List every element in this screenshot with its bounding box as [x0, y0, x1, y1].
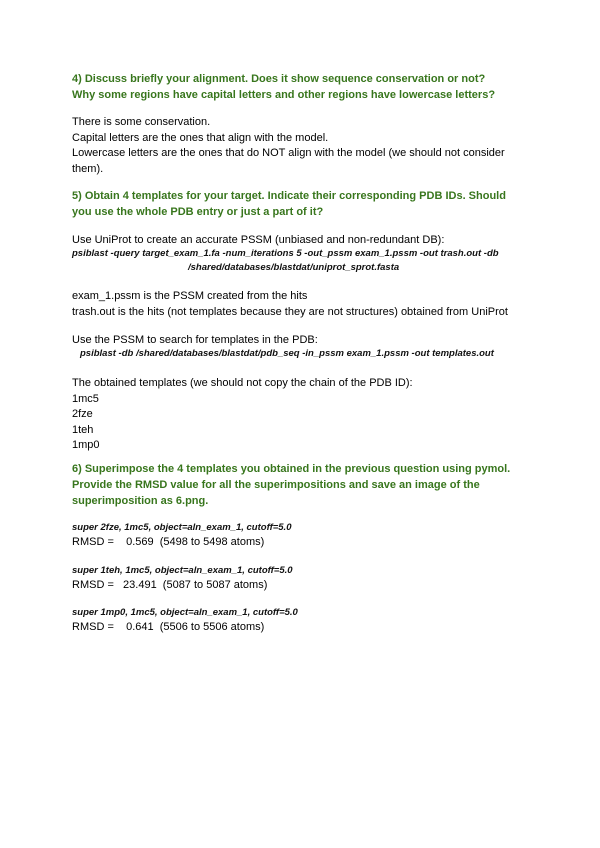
answer-4-line-2: Capital letters are the ones that align with the model. — [72, 131, 329, 144]
question-5-line-1: 5) Obtain 4 templates for your target. Indicate their corresponding PDB IDs. Should — [72, 190, 506, 202]
pssm-output-description — [72, 289, 532, 320]
uniprot-intro: Use UniProt to create an accurate PSSM (unbiased and non-redundant DB): — [72, 234, 445, 246]
question-6-line-3: superimposition as 6.png. — [72, 495, 209, 507]
templates-intro: The obtained templates (we should not copy the chain of the PDB ID): — [72, 377, 413, 389]
question-4-heading — [72, 71, 532, 103]
rmsd-result: RMSD = 0.569 (5498 to 5498 atoms) — [72, 536, 265, 548]
psiblast-uniprot-command-line-2: /shared/databases/blastdat/uniprot_sprot.fasta — [188, 262, 400, 273]
question-6-heading — [72, 461, 532, 509]
psiblast-pdb-command: psiblast -db /shared/databases/blastdat/pdb_seq -in_pssm exam_1.pssm -out templates.out — [80, 348, 494, 359]
question-5-heading — [72, 188, 532, 220]
answer-4 — [72, 115, 532, 177]
question-4-line-2: Why some regions have capital letters and other regions have lowercase letters? — [72, 89, 496, 101]
templates-section — [72, 376, 532, 454]
psiblast-uniprot-command-line-1: psiblast -query target_exam_1.fa -num_iterations 5 -out_pssm exam_1.pssm -out trash.out -db — [72, 248, 499, 259]
superimpose-command: super 1mp0, 1mc5, object=aln_exam_1, cutoff=5.0 — [72, 607, 298, 618]
template-id: 2fze — [72, 408, 93, 420]
template-id: 1mp0 — [72, 439, 100, 451]
question-6-line-1: 6) Superimpose the 4 templates you obtained in the previous question using pymol. — [72, 463, 511, 475]
answer-4-line-3: Lowercase letters are the ones that do NOT align with the model (we should not consider — [72, 147, 505, 159]
template-id: 1teh — [72, 423, 94, 436]
answer-4-line-4: them). — [72, 162, 104, 175]
rmsd-result: RMSD = 0.641 (5506 to 5506 atoms) — [72, 621, 265, 633]
superimpose-command: super 1teh, 1mc5, object=aln_exam_1, cutoff=5.0 — [72, 565, 293, 576]
template-id: 1mc5 — [72, 392, 99, 405]
superimpose-command: super 2fze, 1mc5, object=aln_exam_1, cutoff=5.0 — [72, 522, 292, 533]
question-4-line-1: 4) Discuss briefly your alignment. Does it show sequence conservation or not? — [72, 73, 486, 85]
pssm-file-description: exam_1.pssm is the PSSM created from the hits — [72, 290, 308, 302]
question-6-line-2: Provide the RMSD value for all the superimpositions and save an image of the — [72, 479, 480, 491]
trash-file-description: trash.out is the hits (not templates because they are not structures) obtained from UniProt — [72, 305, 508, 318]
rmsd-result: RMSD = 23.491 (5087 to 5087 atoms) — [72, 579, 268, 591]
answer-4-line-1: There is some conservation. — [72, 116, 211, 128]
question-5-line-2: you use the whole PDB entry or just a part of it? — [72, 206, 324, 218]
pdb-search-intro: Use the PSSM to search for templates in the PDB: — [72, 334, 318, 346]
